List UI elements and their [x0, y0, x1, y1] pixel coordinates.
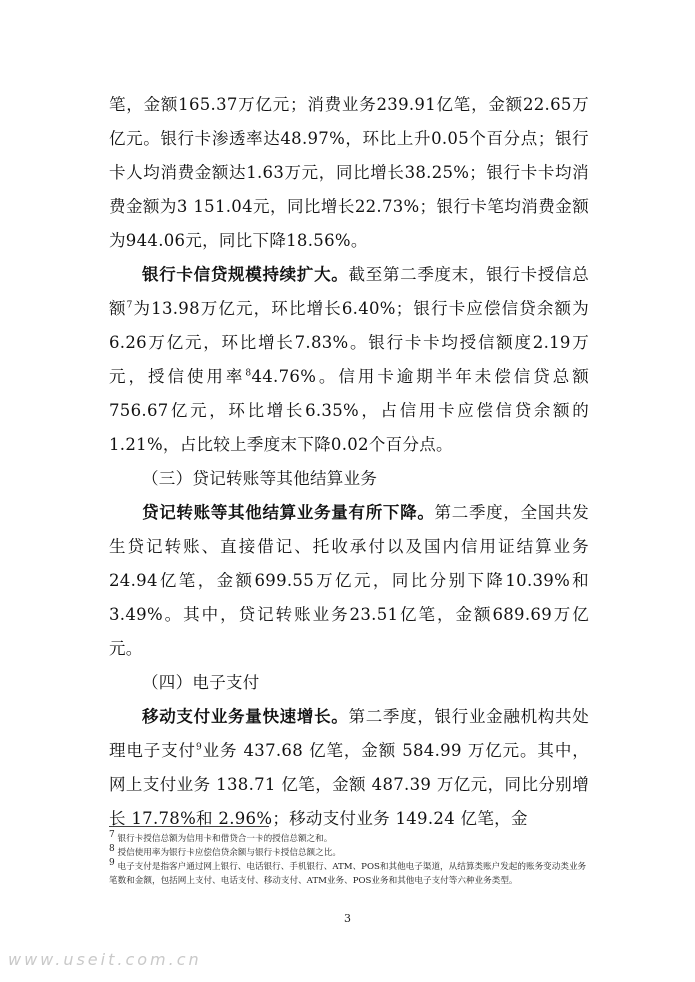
footnote-text: 电子支付是指客户通过网上银行、电话银行、手机银行、ATM、POS和其他电子渠道，从结算类账户发起的账务变动类业务笔数和金额，包括网上支付、电话支付、移动支付、ATM业务、POS业务和其他电子支付等六种业务类型。 — [109, 862, 587, 886]
footnote-mark: 9 — [109, 858, 115, 869]
paragraph-text: 为13.98万亿元，环比增长6.40%；银行卡应偿信贷余额为6.26万亿元，环比增长7.83%。银行卡卡均授信额度2.19万元，授信使用率 — [109, 299, 589, 386]
paragraph-text: 44.76%。信用卡逾期半年未偿信贷总额756.67亿元，环比增长6.35%，占信用卡应偿信贷余额的1.21%，占比较上季度末下降0.02个百分点。 — [109, 367, 589, 454]
footnote-mark: 7 — [109, 830, 115, 841]
paragraph-lead: 银行卡信贷规模持续扩大。 — [142, 265, 349, 284]
watermark-logo: www.useit.com.cn — [8, 950, 202, 969]
footnote-text: 授信使用率为银行卡应偿信贷余额与银行卡授信总额之比。 — [117, 848, 341, 858]
footnote-divider — [109, 826, 269, 827]
footnote-mark: 8 — [109, 844, 115, 855]
footnote-ref-7[interactable]: 7 — [126, 300, 133, 311]
paragraph-lead: 贷记转账等其他结算业务量有所下降。 — [142, 503, 435, 522]
paragraph-lead: 移动支付业务量快速增长。 — [142, 707, 349, 726]
footnote-7 — [109, 832, 589, 846]
paragraph-text: 第二季度，全国共发生贷记转账、直接借记、托收承付以及国内信用证结算业务24.94亿笔，金额699.55万亿元，同比分别下降10.39%和3.49%。其中，贷记转账业务23.51亿笔，金额689.69万亿元。 — [109, 503, 589, 658]
paragraph-text: 第二季度，银行业金融机构共处理电子支付 — [109, 707, 589, 760]
paragraph-text: 业务 437.68 亿笔，金额 584.99 万亿元。其中，网上支付业务 138.71 亿笔，金额 487.39 万亿元，同比分别增长 17.78%和 2.96%；移动支付业务 149.24 亿笔，金 — [109, 741, 590, 828]
page-number: 3 — [344, 912, 351, 925]
footnotes — [109, 832, 589, 888]
section-heading-credit-transfer: （三）贷记转账等其他结算业务 — [142, 469, 378, 488]
footnote-text: 银行卡授信总额为信用卡和借贷合一卡的授信总额之和。 — [117, 834, 333, 844]
paragraph-text: 笔，金额165.37万亿元；消费业务239.91亿笔，金额22.65万亿元。银行卡渗透率达48.97%，环比上升0.05个百分点；银行卡人均消费金额达1.63万元，同比增长38.25%；银行卡卡均消费金额为3 151.04元，同比增长22.73%；银行卡笔均消费金额为944.06元，同比下降18.56%。 — [109, 95, 589, 250]
footnote-ref-8[interactable]: 8 — [245, 368, 252, 379]
paragraph-credit-transfer — [109, 496, 589, 666]
footnote-9 — [109, 860, 589, 888]
paragraph-text: 截至第二季度末，银行卡授信总额 — [109, 265, 589, 318]
body-text — [109, 88, 589, 836]
section-heading-electronic-payment: （四）电子支付 — [142, 673, 260, 692]
footnote-ref-9[interactable]: 9 — [195, 742, 202, 753]
paragraph-card-credit — [109, 258, 589, 462]
paragraph-card-consumption — [109, 88, 589, 258]
paragraph-mobile-payment — [109, 700, 589, 836]
footnote-8 — [109, 846, 589, 860]
